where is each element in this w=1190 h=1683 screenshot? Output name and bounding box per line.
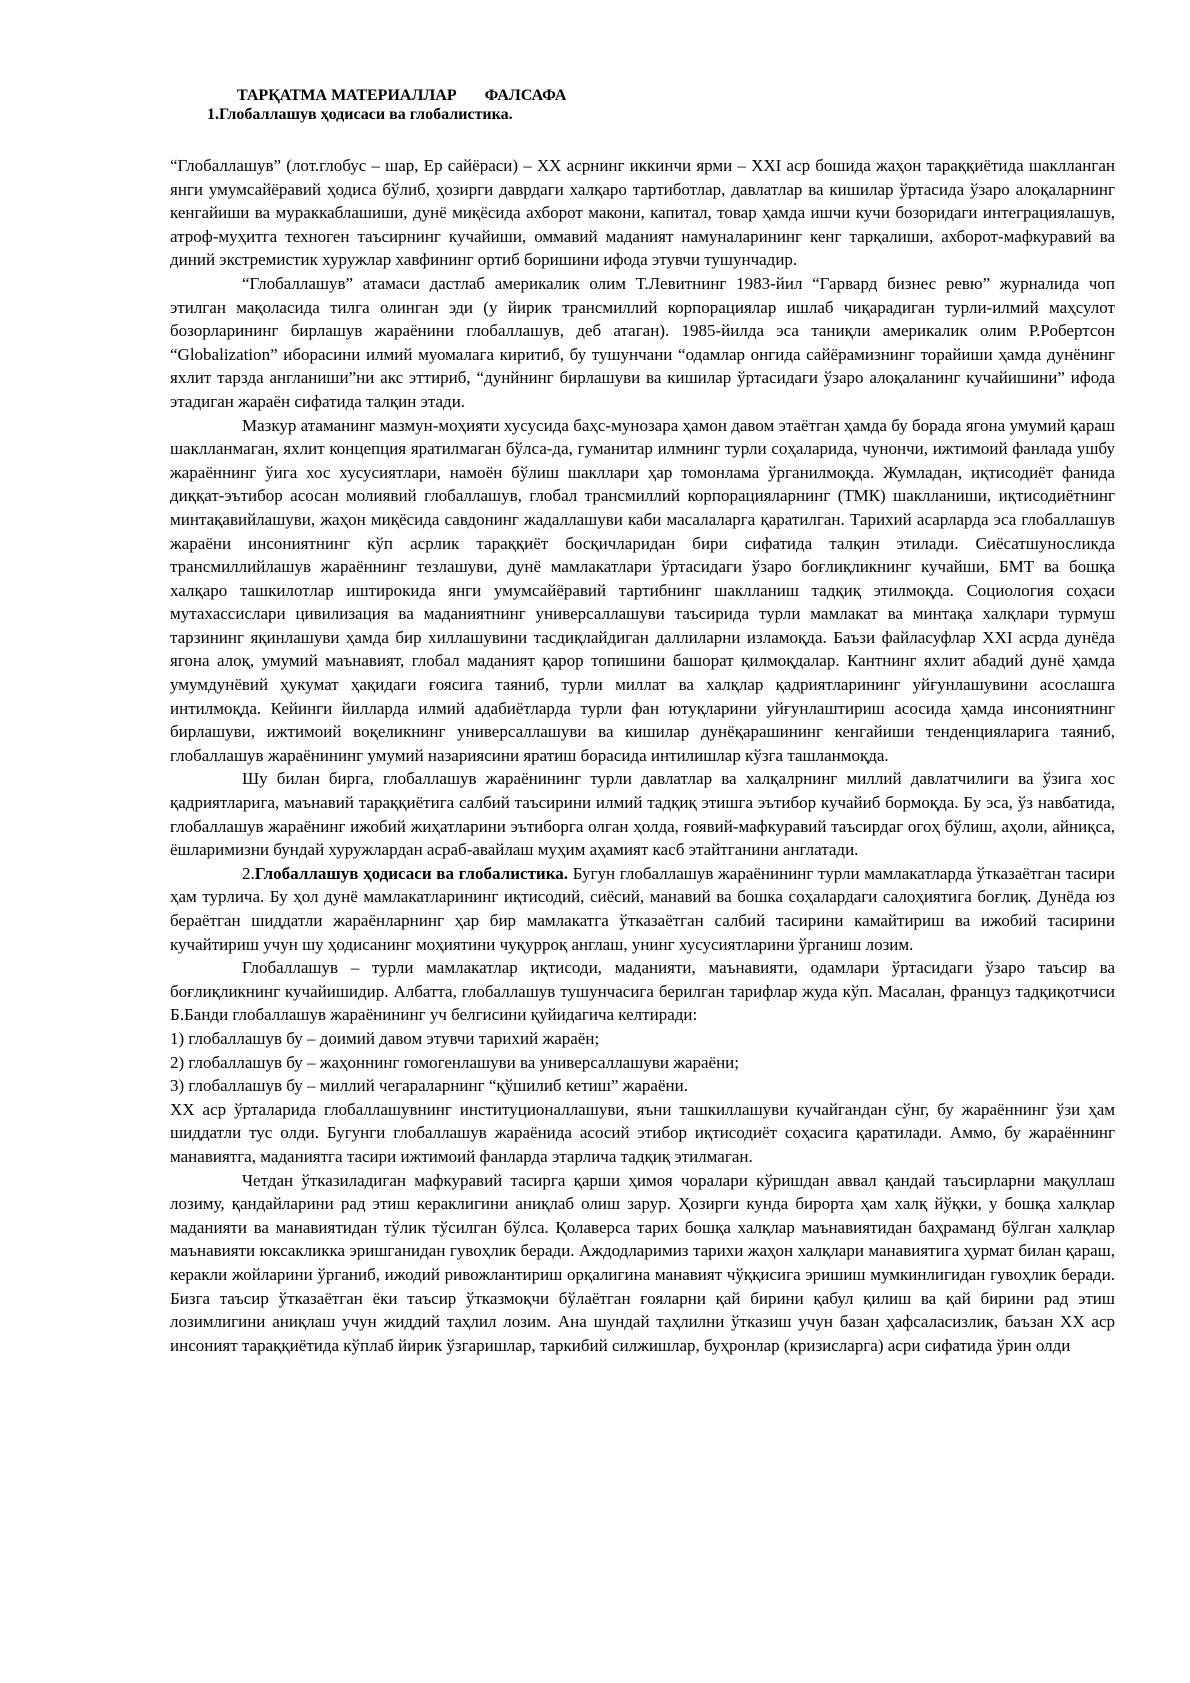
- paragraph-2: “Глобаллашув” атамаси дастлаб америкалик олим Т.Левитнинг 1983-йил “Гарвард бизнес ревю” журналида чоп этилган мақоласида тилга олинган эди (у йирик трансмиллий корпорациялар ишлаб чиқарадиган турли-илмий маҳсулот бозорларининг бирлашув жараёнини глобаллашув, деб атаган). 1985-йилда эса таниқли америкалик олим Р.Робертсон “Globalization” иборасини илмий муомалага киритиб, бу тушунчани “одамлар онгида сайёрамизнинг торайиши ҳамда дунёнинг яхлит тарзда англаниши”ни акс эттириб, “дунйнинг бирлашуви ва кишилар ўртасидаги ўзаро алоқаланинг кучайишини” ифода этадиган жараён сифатида талқин этади.: [170, 273, 1115, 411]
- subject-label: ФАЛСАФА: [484, 87, 567, 104]
- document-body: [170, 154, 1115, 1357]
- section-1-title: 1.Глобаллашув ҳодисаси ва глобалистика.: [207, 106, 513, 123]
- handout-label: ТАРҚАТМА МАТЕРИАЛЛАР: [237, 87, 457, 104]
- section-2-number: 2.: [242, 863, 255, 883]
- list-item-3: 3) глобаллашув бу – миллий чегараларнинг “қўшилиб кетиш” жараёни.: [170, 1076, 688, 1096]
- paragraph-last: Четдан ўтказиладиган мафкуравий тасирга қарши ҳимоя чоралари кўришдан аввал қандай таъсирларни мақуллаш лозиму, қандайларини рад этиш кераклигини аниқлаб олиш зарур. Ҳозирги кунда бирорта ҳам халқ йўқки, у бошқа халқлар маданияти ва манавиятидан тўлик тўсилган бўлса. Қолаверса тарих бошқа халқлар маънавиятидан баҳраманд бўлган халқлар маънавияти юксакликка эришганидан гувоҳлик беради. Аждодларимиз тарихи жаҳон халқлари манавиятига ҳурмат билан қараш, керакли жойларини ўрганиб, ижодий ривожлантириш орқалигина манавият чўққисига эришиш мумкинлигидан гувоҳлик беради. Бизга таъсир ўтказаётган ёки таъсир ўтказмоқчи бўлаётган ғояларни қай бирини қабул қилиш ва қай бирини рад этиш лозимлигини аниқлаш учун жиддий таҳлил лозим. Ана шундай таҳлилни ўтказиш учун базан ҳафсаласизлик, баъзан XX аср инсоният тараққиётида кўплаб йирик ўзгаришлар, таркибий силжишлар, буҳронлар (кризисларга) асри сифатида ўрин олди: [170, 1170, 1115, 1355]
- list-item-2: 2) глобаллашув бу – жаҳоннинг гомогенлашуви ва универсаллашуви жараёни;: [170, 1052, 739, 1072]
- document-header: [207, 86, 567, 124]
- section-2-title: Глобаллашув ҳодисаси ва глобалистика.: [254, 863, 569, 883]
- header-line-1: [237, 86, 566, 105]
- paragraph-institutionalization: XX аср ўрталарида глобаллашувнинг институционаллашуви, яъни ташкиллашуви кучайгандан сўнг, бу жараённинг ўзи ҳам шиддатли тус олди. Бугунги глобаллашув жараёнида асосий этибор иқтисодиёт соҳасига қаратилади. Аммо, бу жараённинг манавиятга, маданиятга тасири ижтимоий фанларда этарлича тадқиқ этилмаган.: [170, 1099, 1115, 1166]
- section-2-text: Бугун глобаллашув жараёнининг турли мамлакатларда ўтказаётган тасири ҳам турлича. Бу ҳол дунё мамлакатларининг иқтисодий, сиёсий, манавий ва бошка соҳалардаги салоҳиятига боғлиқ. Дунёда юз бераётган шиддатли жараёнларнинг ҳар бир мамлакатга ўтказаётган салбий тасирини камайтириш ва ижобий тасирини кучайтириш учун шу ҳодисанинг моҳиятини чуқурроқ англаш, унинг хусусиятларини ўрганиш лозим.: [170, 863, 1115, 954]
- section-2-paragraph: [170, 862, 1115, 956]
- paragraph-definition: Глобаллашув – турли мамлакатлар иқтисоди, маданияти, маънавияти, одамлари ўртасидаги ўзаро таъсир ва боғлиқликнинг кучайишидир. Албатта, глобаллашув тушунчасига берилган тарифлар жуда кўп. Масалан, француз тадқиқотчиси Б.Банди глобаллашув жараёнининг уч белгисини қуйидагича келтиради:: [170, 958, 1115, 1025]
- paragraph-3: Мазкур атаманинг мазмун-моҳияти хусусида баҳс-мунозара ҳамон давом этаётган ҳамда бу борада ягона умумий қараш шаклланмаган, яхлит концепция яратилмаган бўлса-да, гуманитар илмнинг турли соҳаларида, чунончи, ижтимоий фанлада ушбу жараённинг ўига хос хусусиятлари, намоён бўлиш шакллари ҳар томонлама ўрганилмоқда. Жумладан, иқтисодиёт фанида диққат-эътибор асосан молиявий глобаллашув, глобал трансмиллий корпорацияларнинг (ТМК) шаклланиши, иқтисодиётнинг минтақавийлашуви, жаҳон миқёсида савдонинг жадаллашуви каби масалаларга қаратилган. Тарихий асарларда эса глобаллашув жараёни инсониятнинг кўп асрлик тараққиёт босқичларидан бири сифатида талқин этилади. Сиёсатшуносликда трансмиллийлашув жараённинг тезлашуви, дунё мамлакатлари ўртасидаги ўзаро боғлиқликнинг кучайши, БМТ ва бошқа халқаро ташкилотлар иштирокида янги умумсайёравий тартибнинг шаклланиш тадқиқ этилмоқда. Социология соҳаси мутахассислари цивилизация ва маданиятнинг универсаллашуви таъсирида турли мамлакат ва минтақа халқлари турмуш тарзининг яқинлашуви ҳамда бир хиллашувини тасдиқлайдиган даллиларни изламоқда. Баъзи файласуфлар XXI асрда дунёда ягона алоқ, умумий маънавият, глобал маданият қарор топишини башорат қилмоқдалар. Кантнинг яхлит абадий дунё ҳамда умумдунёвий ҳукумат ҳақидаги ғоясига таяниб, турли миллат ва халқлар қадриятларининг уйғунлашувини асослашга интилмоқда. Кейинги йилларда илмий адабиётларда турли фан ютуқларини уйғунлаштириш асосида ҳамда инсониятнинг бирлашуви, ижтимоий воқеликнинг универсаллашуви ва кишилар дунёқарашининг кенгайиши тенденцияларига таяниб, глобаллашув жараёнининг умумий назариясини яратиш борасида интилишлар кўзга ташланмоқда.: [170, 415, 1115, 765]
- list-item-1: 1) глобаллашув бу – доимий давом этувчи тарихий жараён;: [170, 1028, 600, 1048]
- paragraph-1: “Глобаллашув” (лот.глобус – шар, Ер сайёраси) – XX асрнинг иккинчи ярми – XXI аср бошида жаҳон тараққиётида шаклланган янги умумсайёравий ҳодиса бўлиб, ҳозирги даврдаги халқаро тартиботлар, давлатлар ва кишилар ўртасида ўзаро алоқаларнинг кенгайиши ва мураккаблашиши, дунё миқёсида ахборот макони, капитал, товар ҳамда ишчи кучи бозоридаги интеграциялашув, атроф-муҳитга техноген таъсирнинг кучайиши, оммавий маданият намуналарининг кенг тарқалиши, ахборот-мафкуравий ва диний экстремистик хуружлар хавфининг ортиб боришини ифода этувчи тушунчадир.: [170, 156, 1115, 270]
- paragraph-4: Шу билан бирга, глобаллашув жараёнининг турли давлатлар ва халқалрнинг миллий давлатчилиги ва ўзига хос қадриятларига, маънавий тараққиётига салбий таъсирини илмий тадқиқ этишга эътибор кучайиб бормоқда. Бу эса, ўз навбатида, глобаллашув жараёнинг ижобий жиҳатларини эътиборга олган ҳолда, ғоявий-мафкуравий таъсирдаг огоҳ бўлиш, аҳоли, айниқса, ёшларимизни бундай хуружлардан асраб-авайлаш муҳим аҳамият касб этайтганини англатади.: [170, 769, 1115, 860]
